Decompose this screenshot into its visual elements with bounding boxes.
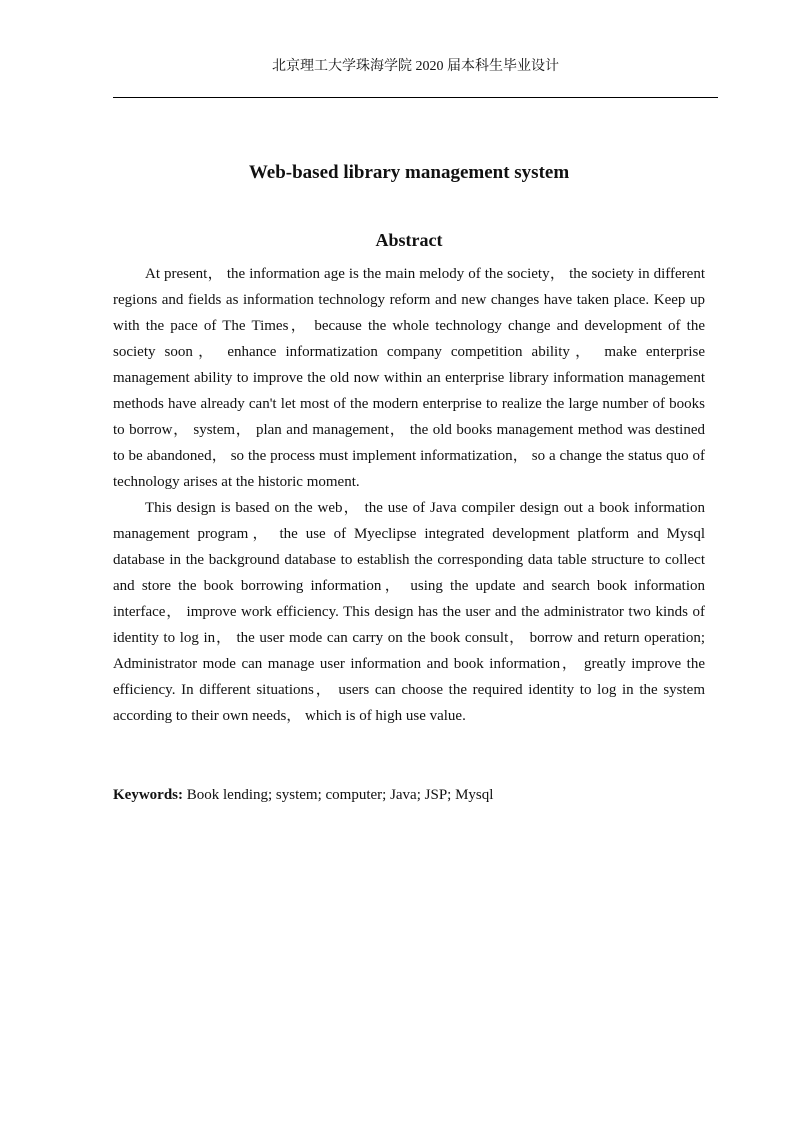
document-title: Web-based library management system: [248, 162, 570, 183]
abstract-body: [113, 261, 705, 729]
header-divider: [113, 97, 718, 98]
keywords-line: [113, 782, 705, 808]
page-header: 北京理工大学珠海学院 2020 届本科生毕业设计: [272, 59, 559, 74]
keywords-text: Book lending; system; computer; Java; JSP; Mysql: [186, 787, 494, 803]
abstract-paragraph-2: This design is based on the web， the use of Java compiler design out a book information management program， the use of Myeclipse integrated development platform and Mysql database in the background database to establish the corresponding data table structure to collect and store the book borrowing information， using the update and search book information interface， improve work efficiency. This design has the user and the administrator two kinds of identity to log in， the user mode can carry on the book consult， borrow and return operation; Administrator mode can manage user information and book information， greatly improve the efficiency. In different situations， users can choose the required identity to log in the system according to their own needs， which is of high use value.: [113, 500, 705, 724]
abstract-heading: Abstract: [375, 230, 443, 250]
abstract-paragraph-1: At present， the information age is the main melody of the society， the society in different regions and fields as information technology reform and new changes have taken place. Keep up with the pace of The Times， because the whole technology change and development of the society soon， enhance informatization company competition ability， make enterprise management ability to improve the old now within an enterprise library information management methods have already can't let most of the modern enterprise to realize the large number of books to borrow， system， plan and management， the old books management method was destined to be abandoned， so the process must implement informatization， so a change the status quo of technology arises at the historic moment.: [113, 266, 705, 490]
keywords-label: Keywords:: [113, 787, 183, 803]
